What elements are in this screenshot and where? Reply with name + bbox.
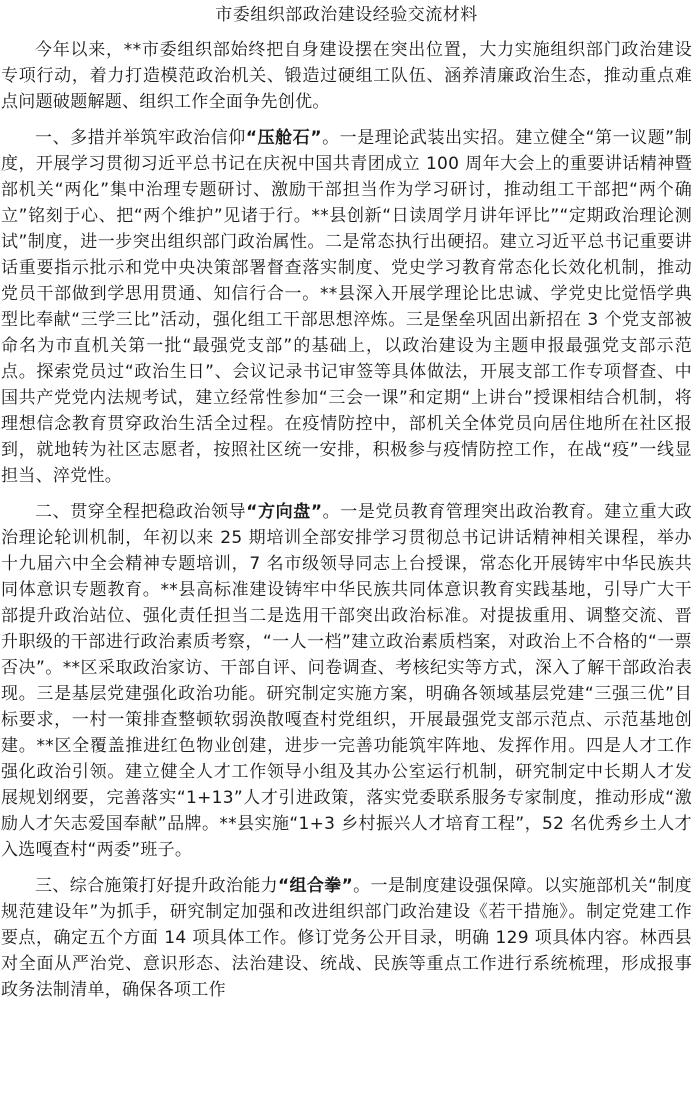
paragraph-section-1: [1, 125, 692, 489]
paragraph-section-2: [1, 499, 692, 863]
section-1-heading-bold: “压舱石”: [245, 128, 322, 148]
section-2-body: 。一是党员教育管理突出政治教育。建立重大政治理论轮训机制，年初以来 25 期培训全部安排学习贯彻总书记讲话精神相关课程，举办十九届六中全会精神专题培训，7 名市级领导同志上台授课，常态化开展铸牢中华民族共同体意识专题教育。**县高标准建设铸牢中华民族共同体意识教育实践基地，引导广大干部提升政治站位、强化责任担当二是选用干部突出政治标准。对提拔重用、调整交流、晋升职级的干部进行政治素质考察，“一人一档”建立政治素质档案，对政治上不合格的“一票否决”。**区采取政治家访、干部自评、问卷调查、考核纪实等方式，深入了解干部政治表现。三是基层党建强化政治功能。研究制定实施方案，明确各领域基层党建“三强三优”目标要求，一村一策排查整顿软弱涣散嘎查村党组织，开展最强党支部示范点、示范基地创建。**区全覆盖推进红色物业创建，进步一完善功能筑牢阵地、发挥作用。四是人才工作强化政治引领。建立健全人才工作领导小组及其办公室运行机制，研究制定中长期人才发展规划纲要，完善落实“1+13”人才引进政策，落实党委联系服务专家制度，推动形成“激励人才矢志爱国奉献”品牌。**县实施“1+3 乡村振兴人才培育工程”，52 名优秀乡土人才入选嘎查村“两委”班子。: [1, 502, 692, 860]
section-2-heading: 二、贯穿全程把稳政治领导: [35, 502, 247, 522]
section-1-heading: 一、多措并举筑牢政治信仰: [35, 128, 246, 148]
section-1-body: 。一是理论武装出实招。建立健全“第一议题”制度，开展学习贯彻习近平总书记在庆祝中国共青团成立 100 周年大会上的重要讲话精神暨部机关“两化”集中治理专题研讨、激励干部担当作为学习研讨，推动组工干部把“两个确立”铭刻于心、把“两个维护”见诸于行。**县创新“日读周学月讲年评比”“定期政治理论测试”制度，进一步突出组织部门政治属性。二是常态执行出硬招。建立习近平总书记重要讲话重要指示批示和党中央决策部署督查落实制度、党史学习教育常态化长效化机制，推动党员干部做到学思用贯通、知信行合一。**县深入开展学理论比忠诚、学党史比觉悟学典型比奉献“三学三比”活动，强化组工干部思想淬炼。三是堡垒巩固出新招在 3 个党支部被命名为市直机关第一批“最强党支部”的基础上，以政治建设为主题申报最强党支部示范点。探索党员过“政治生日”、会议记录书记审签等具体做法，开展支部工作专项督查、中国共产党党内法规考试，建立经常性参加“三会一课”和定期“上讲台”授课相结合机制，将理想信念教育贯穿政治生活全过程。在疫情防控中，部机关全体党员向居住地所在社区报到，就地转为社区志愿者，按照社区统一安排，积极参与疫情防控工作，在战“疫”一线显担当、淬党性。: [1, 128, 692, 486]
section-3-body: 。一是制度建设强保障。以实施部机关“制度规范建设年”为抓手，研究制定加强和改进组织部门政治建设《若干措施》。制定党建工作要点，确定五个方面 14 项具体工作。修订党务公开目录，明确 129 项具体内容。林西县对全面从严治党、意识形态、法治建设、统战、民族等重点工作进行系统梳理，形成报事政务法制清单，确保各项工作: [1, 876, 692, 1000]
paragraph-body: 今年以来，**市委组织部始终把自身建设摆在突出位置，大力实施组织部门政治建设专项行动，着力打造模范政治机关、锻造过硬组工队伍、涵养清廉政治生态，推动重点难点问题破题解题、组织工作全面争先创优。: [1, 40, 692, 112]
section-2-heading-bold: “方向盘”: [246, 502, 323, 522]
section-3-heading: 三、综合施策打好提升政治能力: [35, 876, 278, 896]
section-3-heading-bold: “组合拳”: [277, 876, 354, 896]
paragraph-section-3: [1, 873, 692, 1003]
document-title: 市委组织部政治建设经验交流材料: [215, 5, 478, 25]
paragraph-intro: [1, 37, 692, 115]
